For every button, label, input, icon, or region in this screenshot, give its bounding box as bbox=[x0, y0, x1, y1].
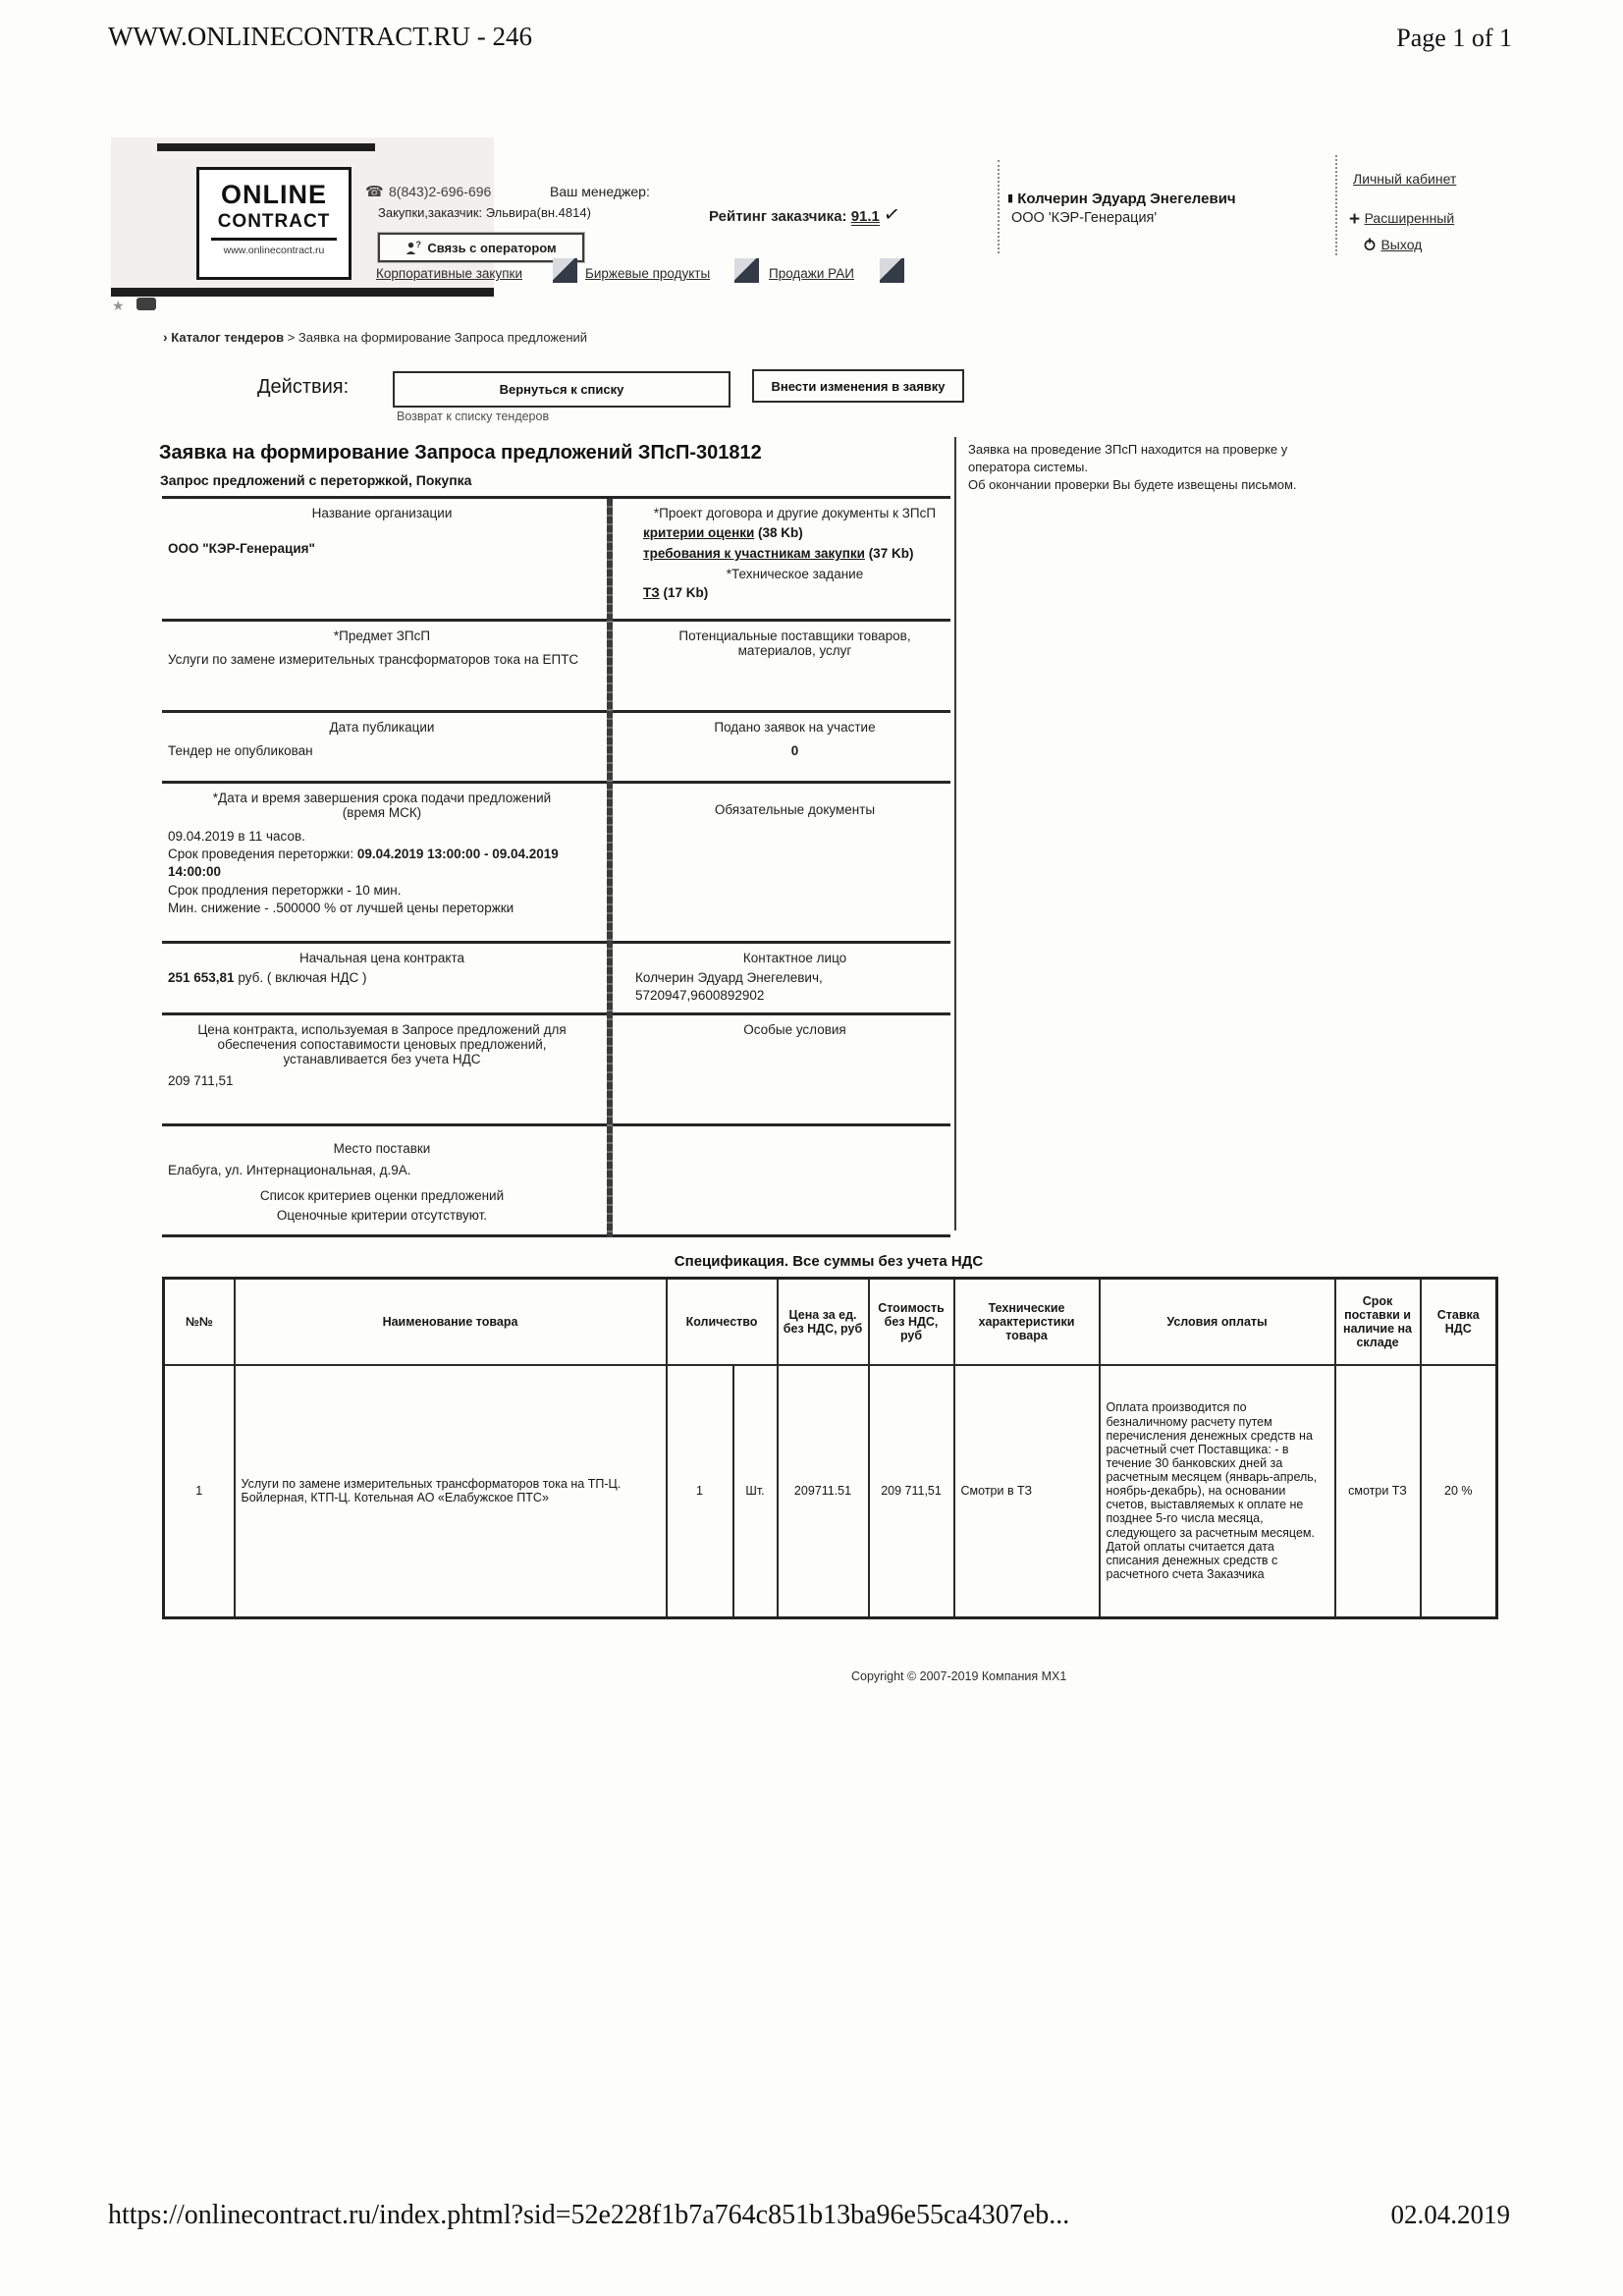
contact-value: Колчерин Эдуард Энегелевич, 5720947,9600892902 bbox=[635, 970, 823, 1004]
logo-divider bbox=[211, 238, 337, 241]
doc-link-tz[interactable]: ТЗ bbox=[643, 584, 660, 600]
logout-row bbox=[1363, 237, 1422, 256]
print-header-page: Page 1 of 1 bbox=[1396, 24, 1512, 52]
spec-cell-name: Услуги по замене измерительных трансформаторов тока на ТП-Ц. Бойлерная, КТП-Ц. Котельная АО «Елабужское ПТС» bbox=[235, 1365, 667, 1618]
spec-cell-unit-price: 209711.51 bbox=[778, 1365, 869, 1618]
spec-header-payment: Условия оплаты bbox=[1100, 1279, 1335, 1365]
extended-row bbox=[1349, 209, 1454, 231]
back-caption: Возврат к списку тендеров bbox=[397, 410, 550, 423]
logout-link[interactable]: Выход bbox=[1380, 237, 1423, 252]
chat-bubble-icon[interactable] bbox=[136, 298, 156, 310]
bids-value: 0 bbox=[790, 743, 799, 758]
power-icon bbox=[1363, 238, 1377, 256]
status-notice-line1: Заявка на проведение ЗПсП находится на проверке у оператора системы. bbox=[968, 442, 1288, 475]
back-to-list-button[interactable]: Вернуться к списку bbox=[393, 371, 730, 408]
org-label: Название организации bbox=[311, 506, 453, 520]
doc-link-requirements[interactable]: требования к участникам закупки bbox=[643, 545, 865, 561]
print-footer-url: https://onlinecontract.ru/index.phtml?sid=52e228f1b7a764c851b13ba96e55ca4307eb... bbox=[108, 2200, 1070, 2230]
extended-link[interactable]: Расширенный bbox=[1364, 210, 1455, 226]
form-column-divider bbox=[607, 499, 613, 1237]
form-row-organization bbox=[162, 499, 950, 622]
print-footer-date: 02.04.2019 bbox=[1390, 2200, 1510, 2229]
bids-label: Подано заявок на участие bbox=[714, 720, 876, 735]
doc-link-criteria[interactable]: критерии оценки bbox=[643, 525, 755, 540]
price-value: 251 653,81 bbox=[168, 970, 235, 985]
subject-value: Услуги по замене измерительных трансформаторов тока на ЕПТС bbox=[168, 652, 579, 667]
suppliers-label: Потенциальные поставщики товаров, материалов, услуг bbox=[678, 629, 911, 658]
notice-divider bbox=[954, 437, 956, 1230]
edit-request-button[interactable]: Внести изменения в заявку bbox=[752, 369, 964, 403]
logo-text-online: ONLINE bbox=[220, 180, 327, 209]
page-title: Заявка на формирование Запроса предложений ЗПсП-301812 bbox=[159, 442, 762, 464]
doc-size-requirements: (37 Kb) bbox=[864, 545, 914, 561]
personal-cabinet-link[interactable]: Личный кабинет bbox=[1353, 171, 1457, 187]
required-docs-label: Обязательные документы bbox=[714, 802, 876, 817]
org-value: ООО "КЭР-Генерация" bbox=[168, 541, 315, 556]
spec-cell-num: 1 bbox=[164, 1365, 235, 1618]
deadline-value3: Срок продления переторжки - 10 мин. bbox=[168, 882, 402, 898]
spec-header-row bbox=[164, 1279, 1497, 1365]
manager-value: Закупки,заказчик: Эльвира(вн.4814) bbox=[378, 205, 591, 220]
doc-size-criteria: (38 Kb) bbox=[754, 525, 803, 540]
logo-site-url: www.onlinecontract.ru bbox=[223, 245, 325, 256]
user-bullet-icon: ▮ bbox=[1007, 192, 1014, 204]
spec-header-delivery: Срок поставки и наличие на складе bbox=[1335, 1279, 1421, 1365]
contact-label: Контактное лицо bbox=[742, 951, 847, 965]
novat-value: 209 711,51 bbox=[168, 1073, 234, 1089]
copyright: Copyright © 2007-2019 Компания МХ1 bbox=[851, 1669, 1067, 1683]
tender-form bbox=[162, 496, 950, 1237]
header-divider-left bbox=[998, 160, 1000, 253]
status-notice-line2: Об окончании проверки Вы будете извещены письмом. bbox=[968, 477, 1297, 493]
form-row-publication bbox=[162, 713, 950, 784]
site-logo[interactable] bbox=[196, 167, 352, 280]
breadcrumb-root-link[interactable]: Каталог тендеров bbox=[171, 330, 285, 345]
plus-icon: + bbox=[1349, 209, 1361, 230]
place-label: Место поставки bbox=[333, 1141, 431, 1157]
star-icon[interactable]: ★ bbox=[112, 298, 125, 313]
rating-value[interactable]: 91.1 bbox=[850, 208, 880, 225]
form-row-subject bbox=[162, 622, 950, 713]
spec-cell-payment: Оплата производится по безналичному расчету путем перечисления денежных средств на расчетный счет Поставщика: - в течение 30 банковских дней за расчетным месяцем (январь-апрель, ноябрь-декабрь), на основании счетов, выставляемых к оплате не позднее 5-го числа месяца, следующего за расчетным месяцем. Датой оплаты считается дата списания денежных средств с расчетного счета Заказчика bbox=[1100, 1365, 1335, 1618]
price-label: Начальная цена контракта bbox=[298, 951, 465, 965]
spec-header-tech: Технические характеристики товара bbox=[954, 1279, 1100, 1365]
user-name-row bbox=[1007, 191, 1236, 207]
nav-tab-triangle-icon bbox=[734, 258, 759, 283]
breadcrumb-current: > Заявка на формирование Запроса предложений bbox=[287, 330, 588, 345]
spec-data-row bbox=[164, 1365, 1497, 1618]
form-row-place bbox=[162, 1126, 950, 1237]
status-notice bbox=[968, 441, 1324, 495]
form-row-price bbox=[162, 944, 950, 1015]
pubdate-label: Дата публикации bbox=[329, 720, 435, 735]
user-name: Колчерин Эдуард Энегелевич bbox=[1017, 191, 1236, 207]
actions-label: Действия: bbox=[257, 376, 350, 398]
spec-title: Спецификация. Все суммы без учета НДС bbox=[674, 1253, 984, 1270]
operator-icon bbox=[406, 241, 421, 255]
nav-tab-sales[interactable]: Продажи РАИ bbox=[769, 266, 854, 281]
spec-cell-vat: 20 % bbox=[1421, 1365, 1497, 1618]
spec-header-qty: Количество bbox=[667, 1279, 778, 1365]
nav-tab-triangle-icon bbox=[553, 258, 577, 283]
rating-check-icon: ✓ bbox=[882, 202, 902, 228]
rating-label: Рейтинг заказчика: bbox=[709, 208, 847, 225]
customer-rating bbox=[709, 202, 900, 227]
docs-label: *Проект договора и другие документы к ЗПсП bbox=[653, 506, 937, 520]
criteria-label: Список критериев оценки предложений bbox=[259, 1187, 505, 1203]
deadline-value1: 09.04.2019 в 11 часов. bbox=[168, 829, 305, 844]
breadcrumb bbox=[163, 329, 587, 345]
deadline-label: *Дата и время завершения срока подачи предложений (время МСК) bbox=[212, 791, 552, 820]
spec-header-num: №№ bbox=[164, 1279, 235, 1365]
retrade-period-prefix: Срок проведения переторжки: bbox=[168, 847, 357, 862]
retrade-period-value: 09.04.2019 13:00:00 - 09.04.2019 14:00:00 bbox=[168, 847, 559, 880]
deadline-value4: Мин. снижение - .500000 % от лучшей цены переторжки bbox=[168, 900, 514, 915]
svg-text:?: ? bbox=[415, 240, 422, 249]
spec-cell-total: 209 711,51 bbox=[869, 1365, 954, 1618]
nav-tab-triangle-icon bbox=[880, 258, 904, 283]
spec-header-vat: Ставка НДС bbox=[1421, 1279, 1497, 1365]
operator-button-label: Связь с оператором bbox=[427, 240, 557, 255]
doc-size-tz: (17 Kb) bbox=[659, 584, 709, 600]
phone-number: 8(843)2-696-696 bbox=[389, 184, 492, 199]
tech-task-label: *Техническое задание bbox=[726, 566, 864, 581]
phone-icon: ☎ bbox=[365, 184, 384, 200]
spec-cell-tech: Смотри в ТЗ bbox=[954, 1365, 1100, 1618]
spec-cell-delivery: смотри ТЗ bbox=[1335, 1365, 1421, 1618]
subject-label: *Предмет ЗПсП bbox=[333, 629, 431, 643]
novat-label: Цена контракта, используемая в Запросе предложений для обеспечения сопоставимости ценовых предложений, устанавливается без учета НДС bbox=[197, 1022, 567, 1067]
logo-bottom-bar bbox=[111, 288, 494, 297]
form-row-novat bbox=[162, 1015, 950, 1126]
place-value: Елабуга, ул. Интернациональная, д.9А. bbox=[168, 1163, 411, 1178]
spec-table-wrap bbox=[162, 1277, 1498, 1619]
page-subtitle: Запрос предложений с переторжкой, Покупка bbox=[160, 472, 472, 488]
criteria-value: Оценочные критерии отсутствуют. bbox=[276, 1207, 488, 1223]
manager-label: Ваш менеджер: bbox=[550, 184, 650, 199]
spec-table bbox=[162, 1277, 1498, 1619]
form-row-deadline bbox=[162, 784, 950, 944]
user-org: ООО 'КЭР-Генерация' bbox=[1011, 210, 1158, 226]
pubdate-value: Тендер не опубликован bbox=[168, 743, 313, 758]
spec-cell-unit: Шт. bbox=[733, 1365, 778, 1618]
nav-tab-corporate[interactable]: Корпоративные закупки bbox=[376, 266, 522, 281]
spec-cell-qty: 1 bbox=[667, 1365, 733, 1618]
breadcrumb-arrow-icon: › bbox=[163, 329, 168, 345]
header-divider-right bbox=[1335, 155, 1337, 255]
price-suffix: руб. ( включая НДС ) bbox=[234, 970, 367, 985]
print-header-title: WWW.ONLINECONTRACT.RU - 246 bbox=[108, 22, 532, 51]
logo-top-bar bbox=[157, 143, 375, 151]
spec-header-name: Наименование товара bbox=[235, 1279, 667, 1365]
nav-tab-exchange[interactable]: Биржевые продукты bbox=[585, 266, 711, 281]
spec-header-unit-price: Цена за ед. без НДС, руб bbox=[778, 1279, 869, 1365]
special-label: Особые условия bbox=[743, 1022, 846, 1038]
spec-header-total: Стоимость без НДС, руб bbox=[869, 1279, 954, 1365]
logo-text-contract: CONTRACT bbox=[217, 211, 331, 232]
